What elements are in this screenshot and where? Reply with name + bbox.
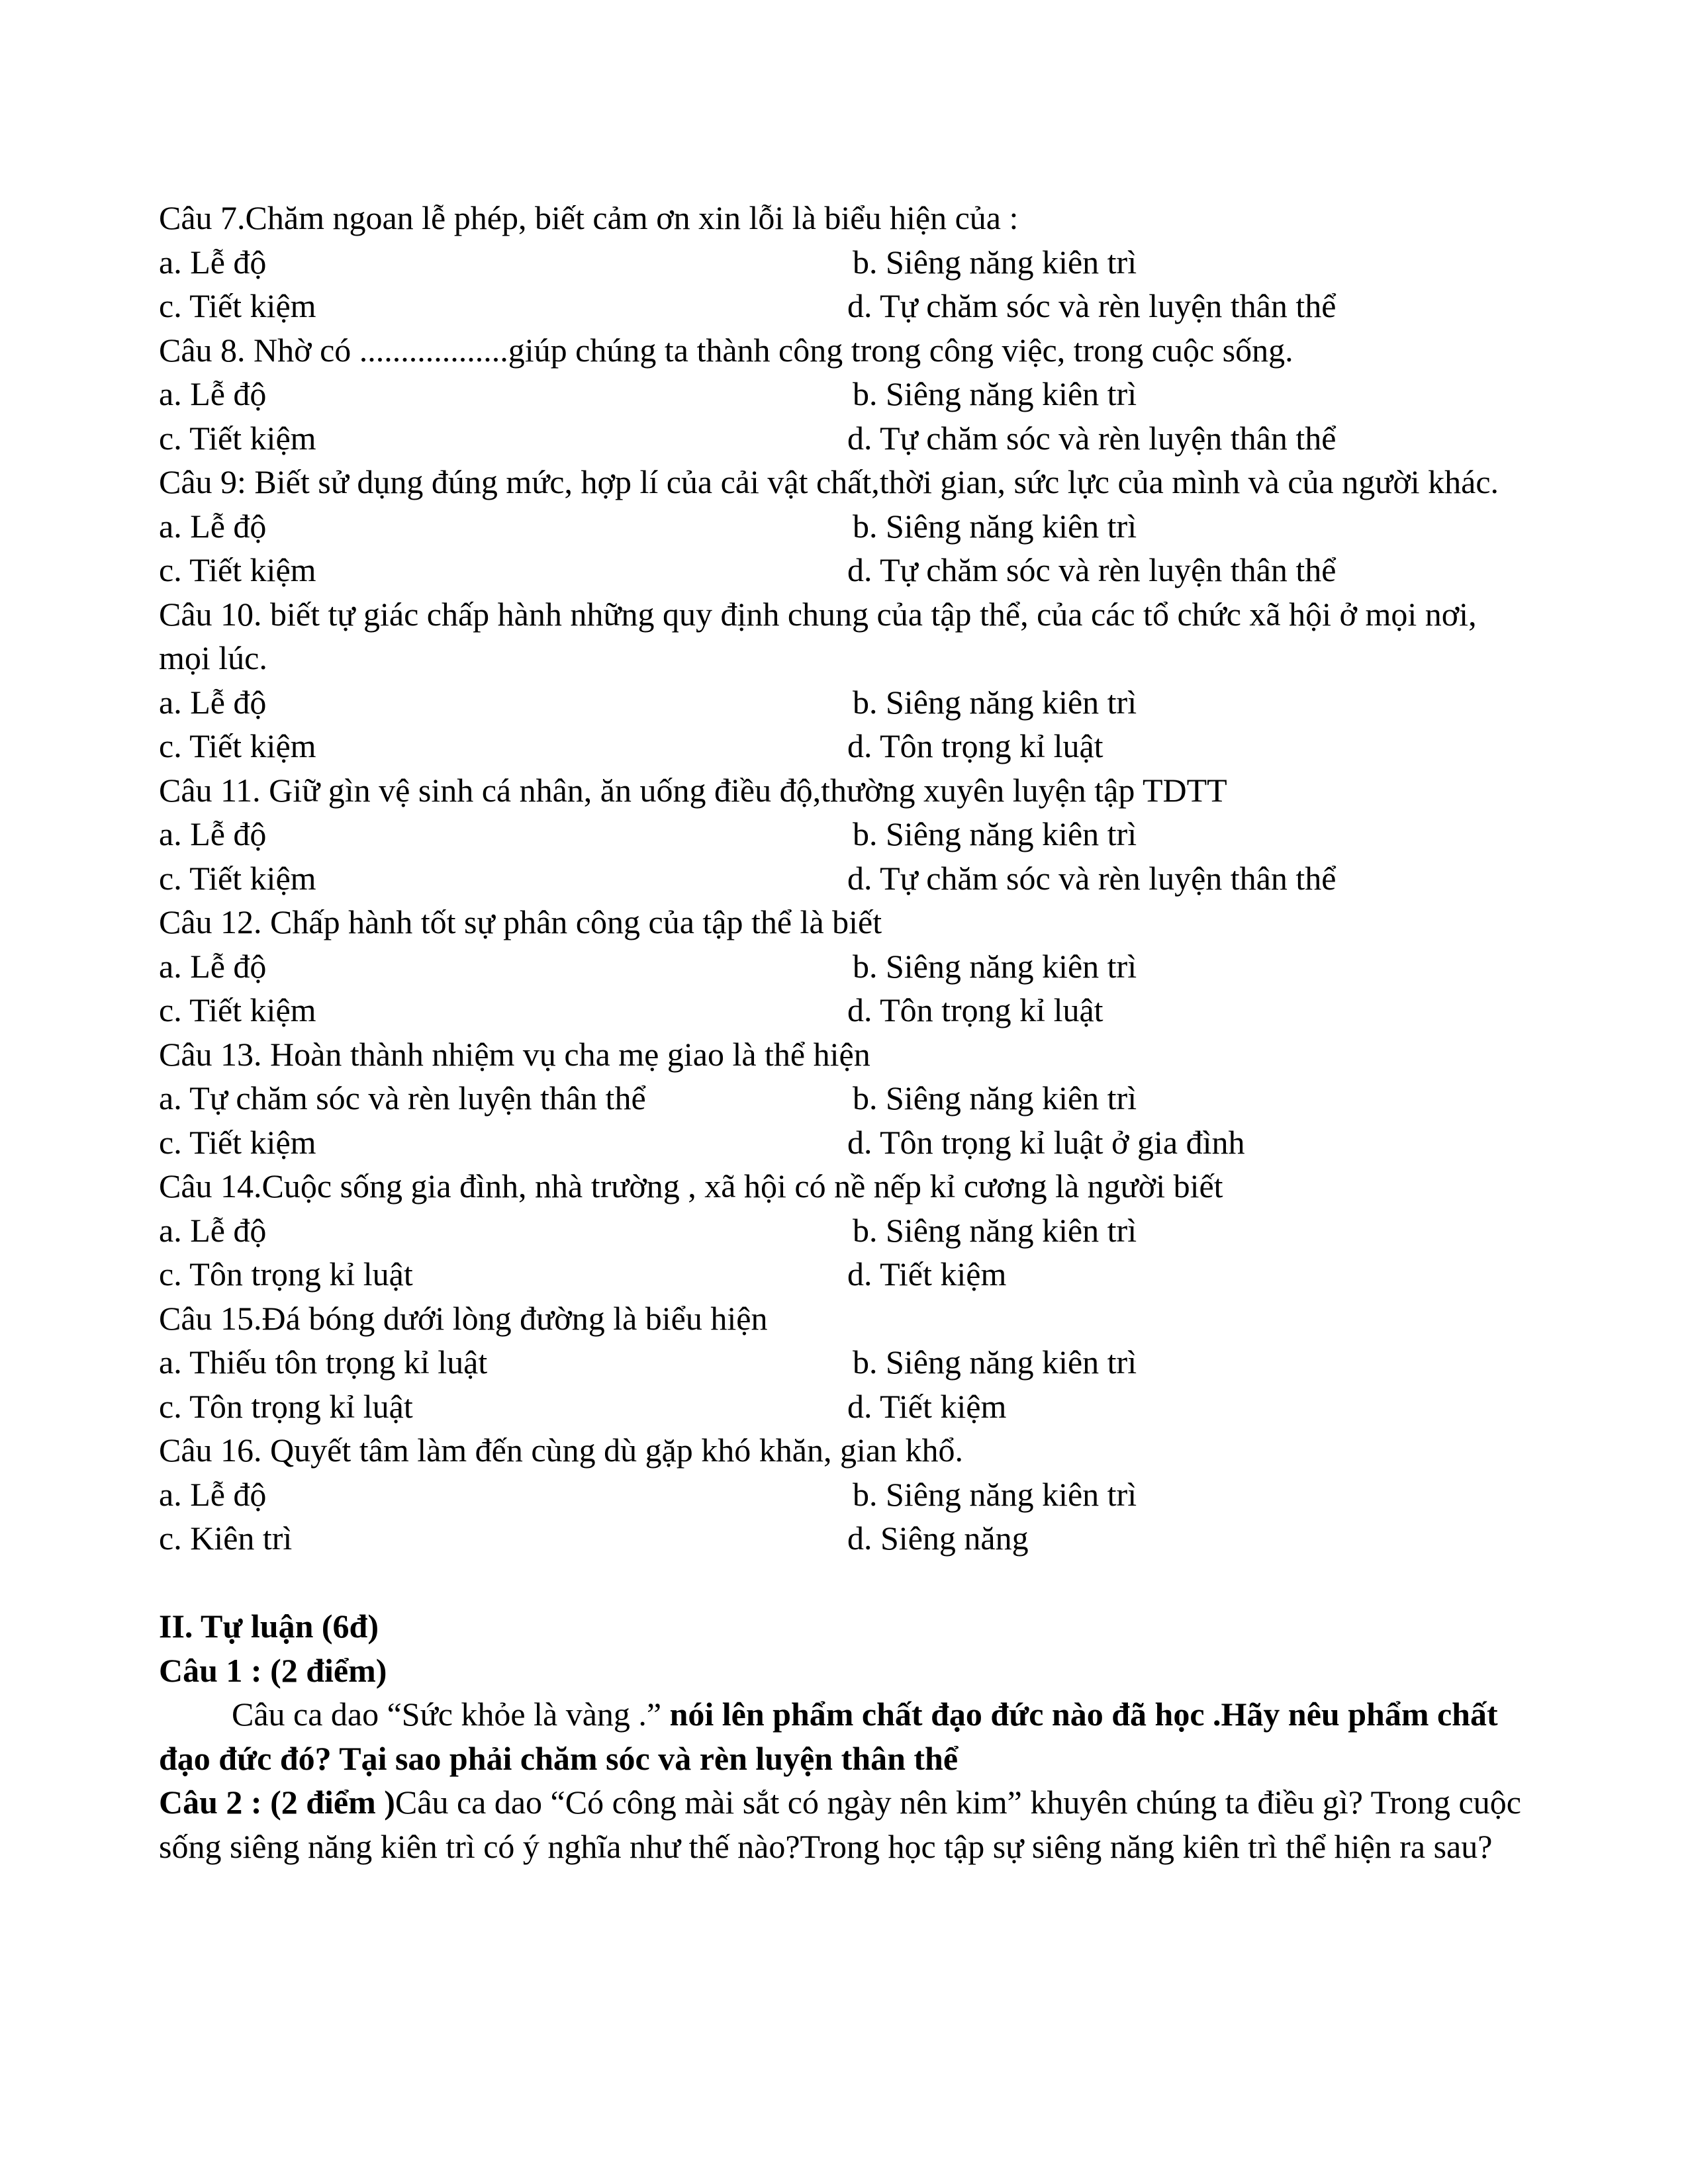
option-c: c. Tôn trọng kỉ luật (159, 1255, 413, 1293)
question-stem: Câu 12. Chấp hành tốt sự phân công của tập thể là biết (159, 903, 882, 940)
option-d: d. Tôn trọng kỉ luật (847, 991, 1103, 1028)
option-row (159, 1340, 1542, 1385)
option-d: d. Tôn trọng kỉ luật ở gia đình (847, 1123, 1245, 1161)
option-a: a. Lễ độ (159, 815, 267, 852)
essay-question-1-bold: nói lên phẩm chất đạo đức nào đã học .Hãy nêu phẩm chất đạo đức đó? Tại sao phải chăm sóc và rèn luyện thân thể (159, 1696, 1498, 1777)
option-row (159, 1120, 1542, 1165)
essay-question-2-plain: Câu ca dao “Có công mài sắt có ngày nên kim” khuyên chúng ta điều gì? Trong cuộc sống siêng năng kiên trì có ý nghĩa như thế nào?Trong học tập sự siêng năng kiên trì thể hiện ra sau? (159, 1784, 1521, 1865)
question-stem: Câu 7.Chăm ngoan lễ phép, biết cảm ơn xin lỗi là biểu hiện của : (159, 199, 1019, 236)
option-b: b. Siêng năng kiên trì (853, 1343, 1137, 1381)
option-row (159, 416, 1542, 461)
option-a: a. Lễ độ (159, 683, 267, 721)
option-c: c. Tôn trọng kỉ luật (159, 1387, 413, 1425)
section-spacer (159, 1561, 1542, 1605)
option-b: b. Siêng năng kiên trì (853, 1211, 1137, 1249)
essay-question-1-plain: Câu ca dao “Sức khỏe là vàng .” (232, 1696, 670, 1733)
option-row (159, 988, 1542, 1032)
option-d: d. Tự chăm sóc và rèn luyện thân thể (847, 859, 1336, 897)
option-a: a. Lễ độ (159, 1211, 267, 1249)
essay-question-2-heading: Câu 2 : (2 điểm ) (159, 1784, 395, 1821)
question-stem: Câu 10. biết tự giác chấp hành những quy định chung của tập thể, của các tổ chức xã hội ở mọi nơi, mọi lúc. (159, 595, 1477, 676)
option-b: b. Siêng năng kiên trì (853, 1079, 1137, 1116)
option-b: b. Siêng năng kiên trì (853, 1475, 1137, 1513)
option-row (159, 372, 1542, 416)
option-b: b. Siêng năng kiên trì (853, 683, 1137, 721)
option-a: a. Lễ độ (159, 375, 267, 412)
option-d: d. Siêng năng (847, 1520, 1029, 1557)
option-b: b. Siêng năng kiên trì (853, 815, 1137, 852)
question-stem: Câu 11. Giữ gìn vệ sinh cá nhân, ăn uống điều độ,thường xuyên luyện tập TDTT (159, 771, 1227, 809)
option-row (159, 1516, 1542, 1561)
option-row (159, 812, 1542, 856)
option-row (159, 1076, 1542, 1120)
option-a: a. Lễ độ (159, 1475, 267, 1513)
option-b: b. Siêng năng kiên trì (853, 507, 1137, 545)
option-row (159, 284, 1542, 328)
option-row (159, 680, 1542, 725)
option-d: d. Tiết kiệm (847, 1255, 1007, 1293)
option-c: c. Tiết kiệm (159, 1123, 316, 1161)
option-row (159, 548, 1542, 592)
essay-question-2-text (159, 1780, 1536, 1868)
option-a: a. Lễ độ (159, 243, 267, 281)
essay-question-1-text (159, 1692, 1536, 1780)
question-stem: Câu 8. Nhờ có ..................giúp chúng ta thành công trong công việc, trong cuộc sống. (159, 331, 1293, 369)
option-row (159, 724, 1542, 768)
option-c: c. Tiết kiệm (159, 859, 316, 897)
option-d: d. Tôn trọng kỉ luật (847, 727, 1103, 764)
question-stem: Câu 16. Quyết tâm làm đến cùng dù gặp khó khăn, gian khổ. (159, 1432, 964, 1469)
option-row (159, 856, 1542, 901)
question-stem: Câu 13. Hoàn thành nhiệm vụ cha mẹ giao là thể hiện (159, 1035, 870, 1073)
option-row (159, 504, 1542, 549)
option-a: a. Tự chăm sóc và rèn luyện thân thể (159, 1079, 646, 1116)
document-page (159, 196, 1542, 1868)
option-a: a. Thiếu tôn trọng kỉ luật (159, 1343, 488, 1381)
option-row (159, 1473, 1542, 1517)
option-c: c. Kiên trì (159, 1520, 293, 1557)
question-stem: Câu 14.Cuộc sống gia đình, nhà trường , xã hội có nề nếp kỉ cương là người biết (159, 1167, 1223, 1205)
option-row (159, 1385, 1542, 1429)
option-a: a. Lễ độ (159, 507, 267, 545)
essay-heading: II. Tự luận (6đ) (159, 1608, 379, 1645)
option-a: a. Lễ độ (159, 947, 267, 985)
option-c: c. Tiết kiệm (159, 287, 316, 324)
question-stem: Câu 9: Biết sử dụng đúng mức, hợp lí của cải vật chất,thời gian, sức lực của mình và của người khác. (159, 463, 1499, 500)
option-b: b. Siêng năng kiên trì (853, 375, 1137, 412)
option-c: c. Tiết kiệm (159, 991, 316, 1028)
option-c: c. Tiết kiệm (159, 551, 316, 588)
option-row (159, 1252, 1542, 1297)
option-b: b. Siêng năng kiên trì (853, 947, 1137, 985)
option-row (159, 1208, 1542, 1253)
option-d: d. Tiết kiệm (847, 1387, 1007, 1425)
option-c: c. Tiết kiệm (159, 419, 316, 457)
option-d: d. Tự chăm sóc và rèn luyện thân thể (847, 419, 1336, 457)
option-row (159, 944, 1542, 989)
option-row (159, 240, 1542, 285)
essay-question-1-heading: Câu 1 : (2 điểm) (159, 1651, 387, 1689)
option-c: c. Tiết kiệm (159, 727, 316, 764)
option-d: d. Tự chăm sóc và rèn luyện thân thể (847, 287, 1336, 324)
question-stem: Câu 15.Đá bóng dưới lòng đường là biểu hiện (159, 1299, 768, 1337)
option-b: b. Siêng năng kiên trì (853, 243, 1137, 281)
option-d: d. Tự chăm sóc và rèn luyện thân thể (847, 551, 1336, 588)
